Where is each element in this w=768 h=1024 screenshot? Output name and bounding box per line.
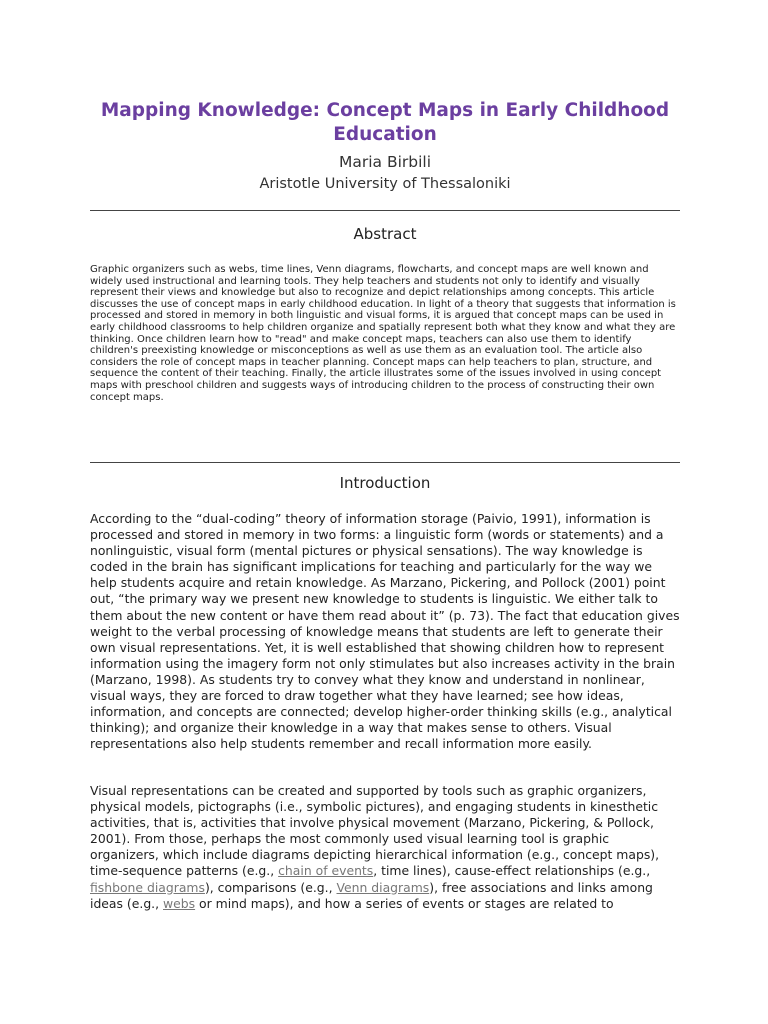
author-affiliation: Aristotle University of Thessaloniki xyxy=(259,176,511,192)
paragraph-text: , time lines), cause-effect relationships (e.g., xyxy=(373,863,651,879)
paragraph-text: Visual representations can be created and supported by tools such as graphic organizers, physical models, pictographs (i.e., symbolic pictures), and engaging students in kinesthetic activities, that is, activities that involve physical movement (Marzano, Pickering, & Pollock, 2001). From those, perhaps the most commonly used visual learning tool is graphic organizers, which include diagrams depicting hierarchical information (e.g., concept maps), time-sequence patterns (e.g., xyxy=(90,783,660,879)
paragraph-text: ), comparisons (e.g., xyxy=(204,879,337,895)
author-name: Maria Birbili xyxy=(338,153,432,171)
intro-paragraph-1: According to the “dual-coding” theory of information storage (Paivio, 1991), information is processed and stored in memory in two forms: a linguistic form (words or statements) and a nonlinguistic, visual form (mental pictures or physical sensations). The way knowledge is coded in the brain has significant implications for teaching and particularly for the way we help students acquire and retain knowledge. As Marzano, Pickering, and Pollock (2001) point out, “the primary way we present new knowledge to students is linguistic. We either talk to them about the new content or have them read about it” (p. 73). The fact that education gives weight to the verbal processing of knowledge means that students are left to generate their own visual representations. Yet, it is well established that showing children how to represent information using the imagery form not only stimulates but also increases activity in the brain (Marzano, 1998). As students try to convey what they know and understand in nonlinear, visual ways, they are forced to draw together what they have learned; see how ideas, information, and concepts are connected; develop higher-order thinking skills (e.g., analytical thinking); and organize their knowledge in a way that makes sense to others. Visual representations also help students remember and recall information more easily. xyxy=(90,511,680,752)
fishbone-diagrams-link[interactable]: fishbone diagrams xyxy=(90,879,205,895)
abstract-heading: Abstract xyxy=(353,225,417,243)
divider xyxy=(90,462,680,463)
article-title: Mapping Knowledge: Concept Maps in Early Childhood Education xyxy=(100,100,670,145)
webs-link[interactable]: webs xyxy=(163,895,196,911)
venn-diagrams-link[interactable]: Venn diagrams xyxy=(336,879,430,895)
divider xyxy=(90,210,680,211)
abstract-text: Graphic organizers such as webs, time lines, Venn diagrams, flowcharts, and concept maps are well known and widely used instructional and learning tools. They help teachers and students not only to identify and visually represent their views and knowledge but also to recognize and depict relationships among concepts. This article discusses the use of concept maps in early childhood education. In light of a theory that suggests that information is processed and stored in memory in both linguistic and visual forms, it is argued that concept maps can be used in early childhood classrooms to help children organize and spatially represent both what they know and what they are thinking. Once children learn how to "read" and make concept maps, teachers can also use them to identify children's preexisting knowledge or misconceptions as well as use them as an evaluation tool. The article also considers the role of concept maps in teacher planning. Concept maps can help teachers to plan, structure, and sequence the content of their teaching. Finally, the article illustrates some of the issues involved in using concept maps with preschool children and suggests ways of introducing children to the process of constructing their own concept maps. xyxy=(90,264,676,403)
paragraph-text: or mind maps), and how a series of events or stages are related to xyxy=(195,895,614,911)
paragraph-text: ), free associations and links among ideas (e.g., xyxy=(90,879,653,911)
chain-of-events-link[interactable]: chain of events xyxy=(278,863,374,879)
intro-paragraph-2 xyxy=(90,783,680,912)
introduction-heading: Introduction xyxy=(339,474,431,492)
